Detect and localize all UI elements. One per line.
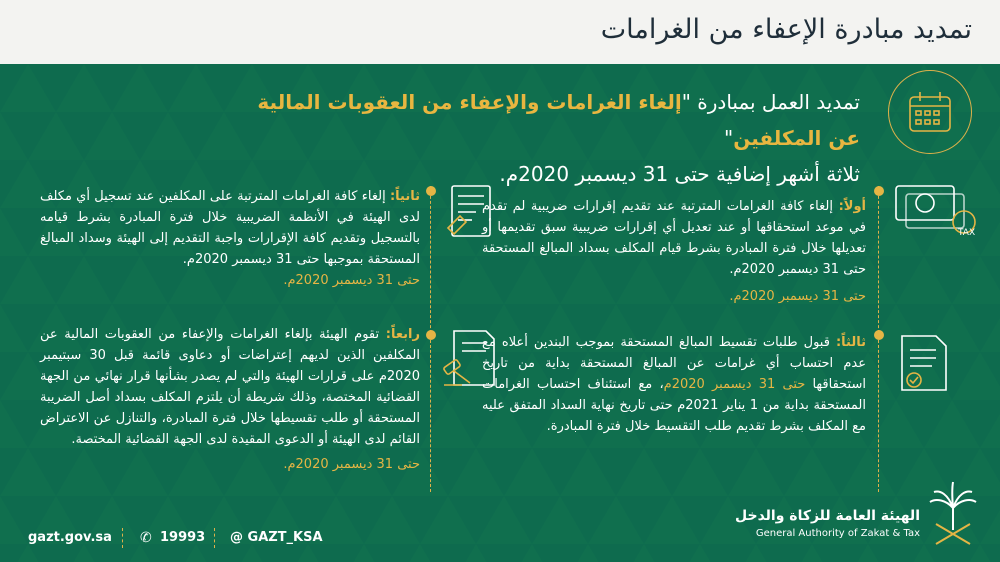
item-second <box>40 186 420 291</box>
background-triangle <box>448 448 504 496</box>
background-triangle <box>980 400 1000 448</box>
website-link[interactable]: gazt.gov.sa <box>28 530 112 545</box>
org-name-en: General Authority of Zakat & Tax <box>755 528 920 539</box>
background-triangle <box>84 112 140 160</box>
background-triangle <box>784 448 840 496</box>
gazt-logo-icon <box>928 478 978 550</box>
item-second-label: ثانياً: <box>389 189 420 204</box>
background-triangle <box>0 208 28 256</box>
background-triangle <box>952 256 1000 304</box>
initiative-name: إلغاء الغرامات والإعفاء من العقوبات المالية عن المكلفين <box>257 90 860 150</box>
background-triangle <box>980 304 1000 352</box>
background-triangle <box>616 448 672 496</box>
item-second-date: حتى 31 ديسمبر 2020م. <box>283 273 420 288</box>
money-tax-icon <box>892 178 982 242</box>
background-triangle <box>0 112 28 160</box>
background-triangle <box>0 64 56 112</box>
background-triangle <box>868 400 924 448</box>
background-triangle <box>112 64 168 112</box>
item-fourth <box>40 324 420 475</box>
background-triangle <box>28 112 84 160</box>
background-triangle <box>672 448 728 496</box>
dot-marker <box>874 186 884 196</box>
item-fourth-label: رابعاً: <box>385 327 420 342</box>
item-first-text: إلغاء كافة الغرامات المترتبة عند تقديم إقرارات ضريبية لم تقدم في موعد استحقاقها أو عند تعديل أي إقرارات ضريبية سبق تقديمها أو تعديلها خلال فترة المبادرة بشرط قيام المكلف بسداد المبالغ المستحقة حتى 31 ديسمبر 2020م. <box>482 199 866 277</box>
item-second-text: إلغاء كافة الغرامات المترتبة على المكلفين عند تسجيل أي مكلف لدى الهيئة في الأنظمة الضريبية خلال فترة المبادرة بشرط قيامه بالتسجيل وتقديم كافة الإقرارات واجبة التقديم إلى الهيئة وسداد المبالغ المستحقة بموجبها حتى 31 ديسمبر 2020م. <box>40 189 420 267</box>
header-bar <box>0 0 1000 64</box>
background-triangle <box>504 448 560 496</box>
footer-separator <box>214 528 215 548</box>
background-triangle <box>420 400 476 448</box>
page-title: تمديد مبادرة الإعفاء من الغرامات <box>600 14 972 45</box>
background-triangle <box>168 64 224 112</box>
intro-line-1 <box>220 84 860 156</box>
background-triangle <box>980 208 1000 256</box>
item-third-label: ثالثاً: <box>835 335 866 350</box>
footer <box>0 518 1000 562</box>
phone-number[interactable]: 19993 <box>160 530 206 545</box>
item-fourth-date: حتى 31 ديسمبر 2020م. <box>283 457 420 472</box>
dot-marker <box>426 330 436 340</box>
background-triangle <box>0 400 28 448</box>
item-third-text-a: قبول طلبات تقسيط المبالغ المستحقة بموجب البندين أعلاه مع عدم احتساب أي غرامات عن المبالغ المستحقة بداية من تاريخ استحقاقها <box>482 335 866 392</box>
document-check-icon <box>892 330 958 396</box>
intro-suffix: " <box>724 126 734 150</box>
background-triangle <box>56 64 112 112</box>
item-first <box>482 196 866 307</box>
item-third <box>482 332 866 437</box>
background-triangle <box>560 448 616 496</box>
item-first-label: أولاً: <box>838 199 866 214</box>
item-first-date: حتى 31 ديسمبر 2020م. <box>729 289 866 304</box>
background-triangle <box>140 112 196 160</box>
background-triangle <box>728 448 784 496</box>
phone-icon: ✆ <box>140 530 152 546</box>
dot-marker <box>426 186 436 196</box>
background-triangle <box>896 256 952 304</box>
twitter-handle[interactable]: @ GAZT_KSA <box>230 530 323 545</box>
background-triangle <box>924 400 980 448</box>
background-triangle <box>840 448 896 496</box>
calendar-icon <box>888 70 972 154</box>
background-triangle <box>0 304 28 352</box>
background-triangle <box>952 352 1000 400</box>
intro-prefix: تمديد العمل بمبادرة " <box>681 90 860 114</box>
org-name-ar: الهيئة العامة للزكاة والدخل <box>735 508 920 524</box>
item-fourth-text: تقوم الهيئة بإلغاء الغرامات والإعفاء من العقوبات المالية عن المكلفين الذين لديهم إعتراضات أو دعاوى قائمة قبل 30 سبتيمبر 2020م على قرارات الهيئة والتي لم يصدر بشأنها قرار نهائي من الجهة القضائية المختصة، وذلك شريطة أن يلتزم المكلف بسداد أصل الضريبة المستحقة أو طلب تقسيطها خلال فترة المبادرة، والتنازل عن الاعتراض القائم لدى الهيئة أو الدعوى المقيدة لدى الجهة القضائية المختصة. <box>40 327 420 447</box>
item-third-inline-date: حتى 31 ديسمبر 2020م <box>663 377 806 392</box>
item-third-text-b: ، مع استئناف احتساب الغرامات المستحقة بداية من 1 يناير 2021م حتى تاريخ نهاية السداد المتفق عليه مع المكلف بشرط تقديم طلب التقسيط خلال فترة المبادرة. <box>482 377 866 434</box>
tax-label: TAX <box>958 228 976 238</box>
intro-line-2: ثلاثة أشهر إضافية حتى 31 ديسمبر 2020م. <box>499 162 860 186</box>
background-triangle <box>980 112 1000 160</box>
intro-text <box>220 84 860 192</box>
dot-marker <box>874 330 884 340</box>
footer-separator <box>122 528 123 548</box>
